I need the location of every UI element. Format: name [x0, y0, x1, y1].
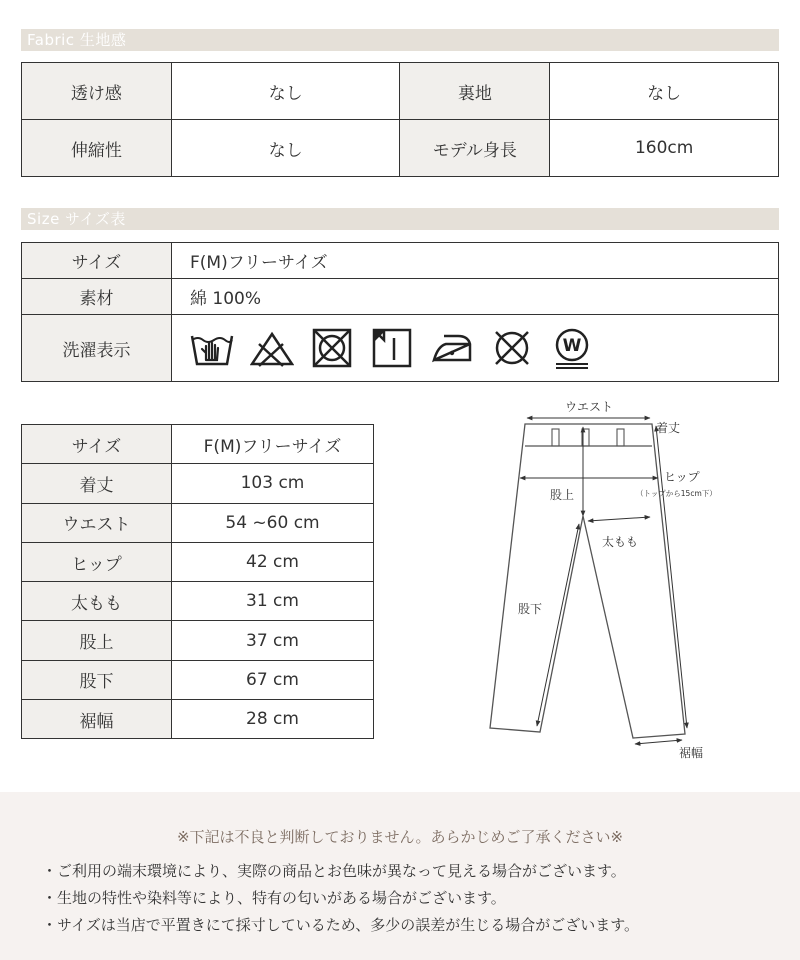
measure-label: ヒップ [22, 542, 172, 581]
measure-label: 股下 [22, 660, 172, 699]
measure-label: 股上 [22, 621, 172, 660]
diagram-rise-label: 股上 [550, 488, 575, 502]
table-row [22, 621, 374, 660]
size-chart-table [21, 424, 374, 739]
wet-clean-letter: W [562, 336, 582, 356]
pants-outline [490, 424, 685, 738]
size-info-table [21, 242, 779, 382]
notes-title: ※下記は不良と判断しておりません。あらかじめご了承ください※ [176, 828, 624, 846]
size-value: F(M)フリーサイズ [172, 243, 779, 279]
measure-value: 28 cm [172, 700, 374, 739]
diagram-hip-label: ヒップ [664, 470, 700, 484]
fabric-label: 透け感 [22, 63, 172, 120]
diagram-hip-note: （トップから15cm下） [636, 489, 717, 498]
fabric-table [21, 62, 779, 177]
table-row [22, 315, 779, 382]
table-row [22, 660, 374, 699]
table-row [22, 425, 374, 464]
measure-value: 103 cm [172, 464, 374, 503]
table-row [22, 700, 374, 739]
measure-label: ウエスト [22, 503, 172, 542]
care-icons-cell [172, 315, 779, 382]
size-label: サイズ [22, 243, 172, 279]
care-label: 洗濯表示 [22, 315, 172, 382]
notes-panel [0, 792, 800, 960]
diagram-hem-label: 裾幅 [679, 746, 704, 760]
fabric-section-header: Fabric 生地感 [21, 29, 779, 51]
no-dry-clean-icon [490, 326, 534, 370]
table-row [22, 582, 374, 621]
table-row [22, 243, 779, 279]
fabric-label: モデル身長 [400, 120, 550, 177]
diagram-length-label: 着丈 [656, 421, 681, 435]
measure-label: 着丈 [22, 464, 172, 503]
list-item: ・サイズは当店で平置きにて採寸しているため、多少の誤差が生じる場合がございます。 [42, 916, 640, 934]
size-section-header: Size サイズ表 [21, 208, 779, 230]
care-icons [190, 326, 778, 370]
fabric-label: 伸縮性 [22, 120, 172, 177]
diagram-inseam-label: 股下 [518, 602, 543, 616]
fabric-value: なし [171, 63, 400, 120]
fabric-value: なし [550, 63, 779, 120]
diagram-waist-label: ウエスト [565, 400, 614, 414]
measure-value: 31 cm [172, 582, 374, 621]
wet-clean-icon [550, 326, 594, 370]
list-item: ・ご利用の端末環境により、実際の商品とお色味が異なって見える場合がございます。 [42, 862, 626, 880]
fabric-label: 裏地 [400, 63, 550, 120]
diagram-thigh-label: 太もも [602, 535, 639, 549]
measure-value: 42 cm [172, 542, 374, 581]
hand-wash-icon [190, 326, 234, 370]
table-row [22, 464, 374, 503]
measure-value: 37 cm [172, 621, 374, 660]
measure-value: 54 ~60 cm [172, 503, 374, 542]
material-label: 素材 [22, 279, 172, 315]
fabric-value: 160cm [550, 120, 779, 177]
measure-label: 太もも [22, 582, 172, 621]
list-item: ・生地の特性や染料等により、特有の匂いがある場合がございます。 [42, 889, 506, 907]
iron-low-icon [430, 326, 474, 370]
line-dry-shade-icon [370, 326, 414, 370]
pants-measurement-diagram [480, 396, 780, 776]
table-row [22, 542, 374, 581]
notes-list [42, 858, 639, 939]
chart-header-value: F(M)フリーサイズ [172, 425, 374, 464]
table-row [22, 63, 779, 120]
fabric-value: なし [171, 120, 400, 177]
measurement-arrows [520, 418, 687, 744]
table-row [22, 503, 374, 542]
chart-header-label: サイズ [22, 425, 172, 464]
no-bleach-icon [250, 326, 294, 370]
measure-value: 67 cm [172, 660, 374, 699]
no-tumble-dry-icon [310, 326, 354, 370]
table-row [22, 279, 779, 315]
material-value: 綿 100% [172, 279, 779, 315]
measure-label: 裾幅 [22, 700, 172, 739]
table-row [22, 120, 779, 177]
